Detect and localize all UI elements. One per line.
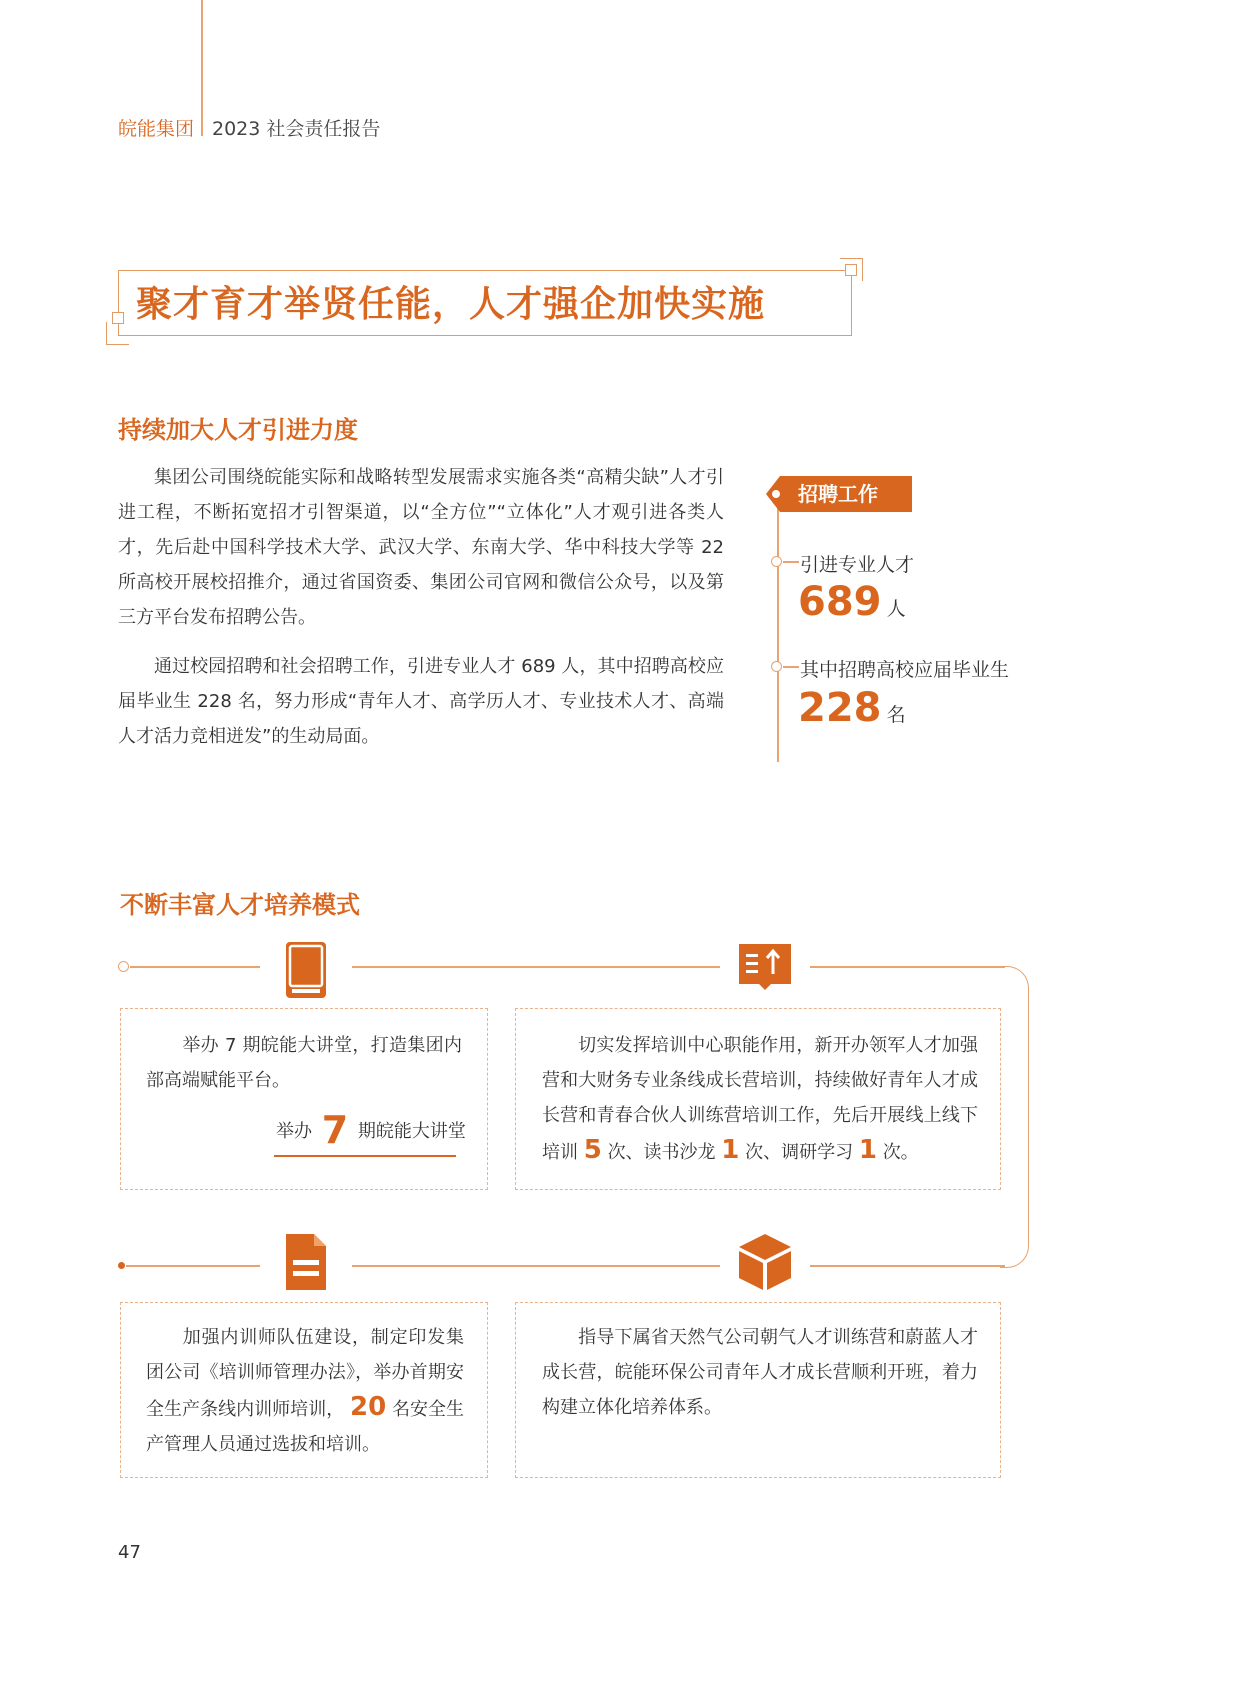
header-brand: 皖能集团 (118, 118, 195, 140)
highlight-underline (274, 1155, 456, 1157)
stat-unit: 名 (886, 704, 906, 726)
stat-unit: 人 (886, 598, 906, 620)
stat-marker (771, 661, 782, 672)
side-panel-rule (777, 482, 779, 762)
connector-line (352, 1265, 720, 1267)
training-card-text: 切实发挥培训中心职能作用，新开办领军人才加强营和大财务专业条线成长营培训，持续做好青年人才成长营和青春合伙人训练营培训工作，先后开展线上线下培训 5 次、读书沙龙 1 次、调研学习 1 次。 (542, 1035, 978, 1165)
header-separator (201, 112, 203, 136)
cube-icon (735, 1232, 795, 1292)
connector-line (352, 966, 720, 968)
recruitment-body (118, 460, 724, 768)
stat-value: 228 (798, 685, 882, 731)
section-title-training: 不断丰富人才培养模式 (120, 891, 360, 919)
header-report-title: 2023 社会责任报告 (212, 118, 381, 140)
title-frame-ornament (106, 322, 129, 345)
section-title-recruitment: 持续加大人才引进力度 (118, 416, 358, 444)
stat-label: 引进专业人才 (800, 554, 915, 576)
lecture-highlight: 举办 7 期皖能大讲堂 (276, 1108, 466, 1152)
study-count: 1 (858, 1135, 877, 1165)
trainer-count: 20 (350, 1392, 387, 1422)
salon-count: 1 (721, 1135, 740, 1165)
connector-line (810, 966, 1005, 968)
connector-line (130, 966, 260, 968)
connector-start (118, 961, 129, 972)
stat-tick (783, 666, 799, 668)
training-board-icon (735, 940, 795, 1000)
recruitment-paragraph: 通过校园招聘和社会招聘工作，引进专业人才 689 人，其中招聘高校应届毕业生 228 名，努力形成“青年人才、高学历人才、专业技术人才、高端人才活力竞相迸发”的生动局面。 (118, 656, 724, 747)
stat-label: 其中招聘高校应届毕业生 (800, 659, 1010, 681)
connector-line (810, 1265, 1005, 1267)
page-number: 47 (118, 1542, 141, 1563)
main-title: 聚才育才举贤任能，人才强企加快实施 (136, 284, 766, 325)
lecture-count: 7 (321, 1108, 349, 1152)
connector-line (126, 1265, 260, 1267)
stat-marker (771, 556, 782, 567)
stat-value-row (798, 579, 906, 625)
stat-tick (783, 561, 799, 563)
document-icon (276, 1232, 336, 1292)
recruitment-tag: 招聘工作 (780, 476, 912, 512)
tag-dot (772, 490, 780, 498)
recruitment-paragraph: 集团公司围绕皖能实际和战略转型发展需求实施各类“高精尖缺”人才引进工程，不断拓宽招才引智渠道，以“全方位”“立体化”人才观引进各类人才，先后赴中国科学技术大学、武汉大学、东南大学、华中科技大学等 22 所高校开展校招推介，通过省国资委、集团公司官网和微信公众号，以及第三方平台发布招聘公告。 (118, 467, 724, 628)
title-frame-ornament (840, 258, 863, 281)
connector-start (118, 1262, 125, 1269)
stat-value-row (798, 685, 906, 731)
training-count: 5 (583, 1135, 602, 1165)
training-card-text: 指导下属省天然气公司朝气人才训练营和蔚蓝人才成长营，皖能环保公司青年人才成长营顺利开班，着力构建立体化培养体系。 (542, 1327, 978, 1418)
training-card-text: 加强内训师队伍建设，制定印发集团公司《培训师管理办法》，举办首期安全生产条线内训师培训， 20 名安全生产管理人员通过选拔和培训。 (146, 1327, 465, 1455)
training-card-text: 举办 7 期皖能大讲堂，打造集团内部高端赋能平台。 (146, 1035, 462, 1091)
connector-curve (1000, 966, 1029, 1268)
stat-value: 689 (798, 579, 882, 625)
book-icon (276, 940, 336, 1000)
